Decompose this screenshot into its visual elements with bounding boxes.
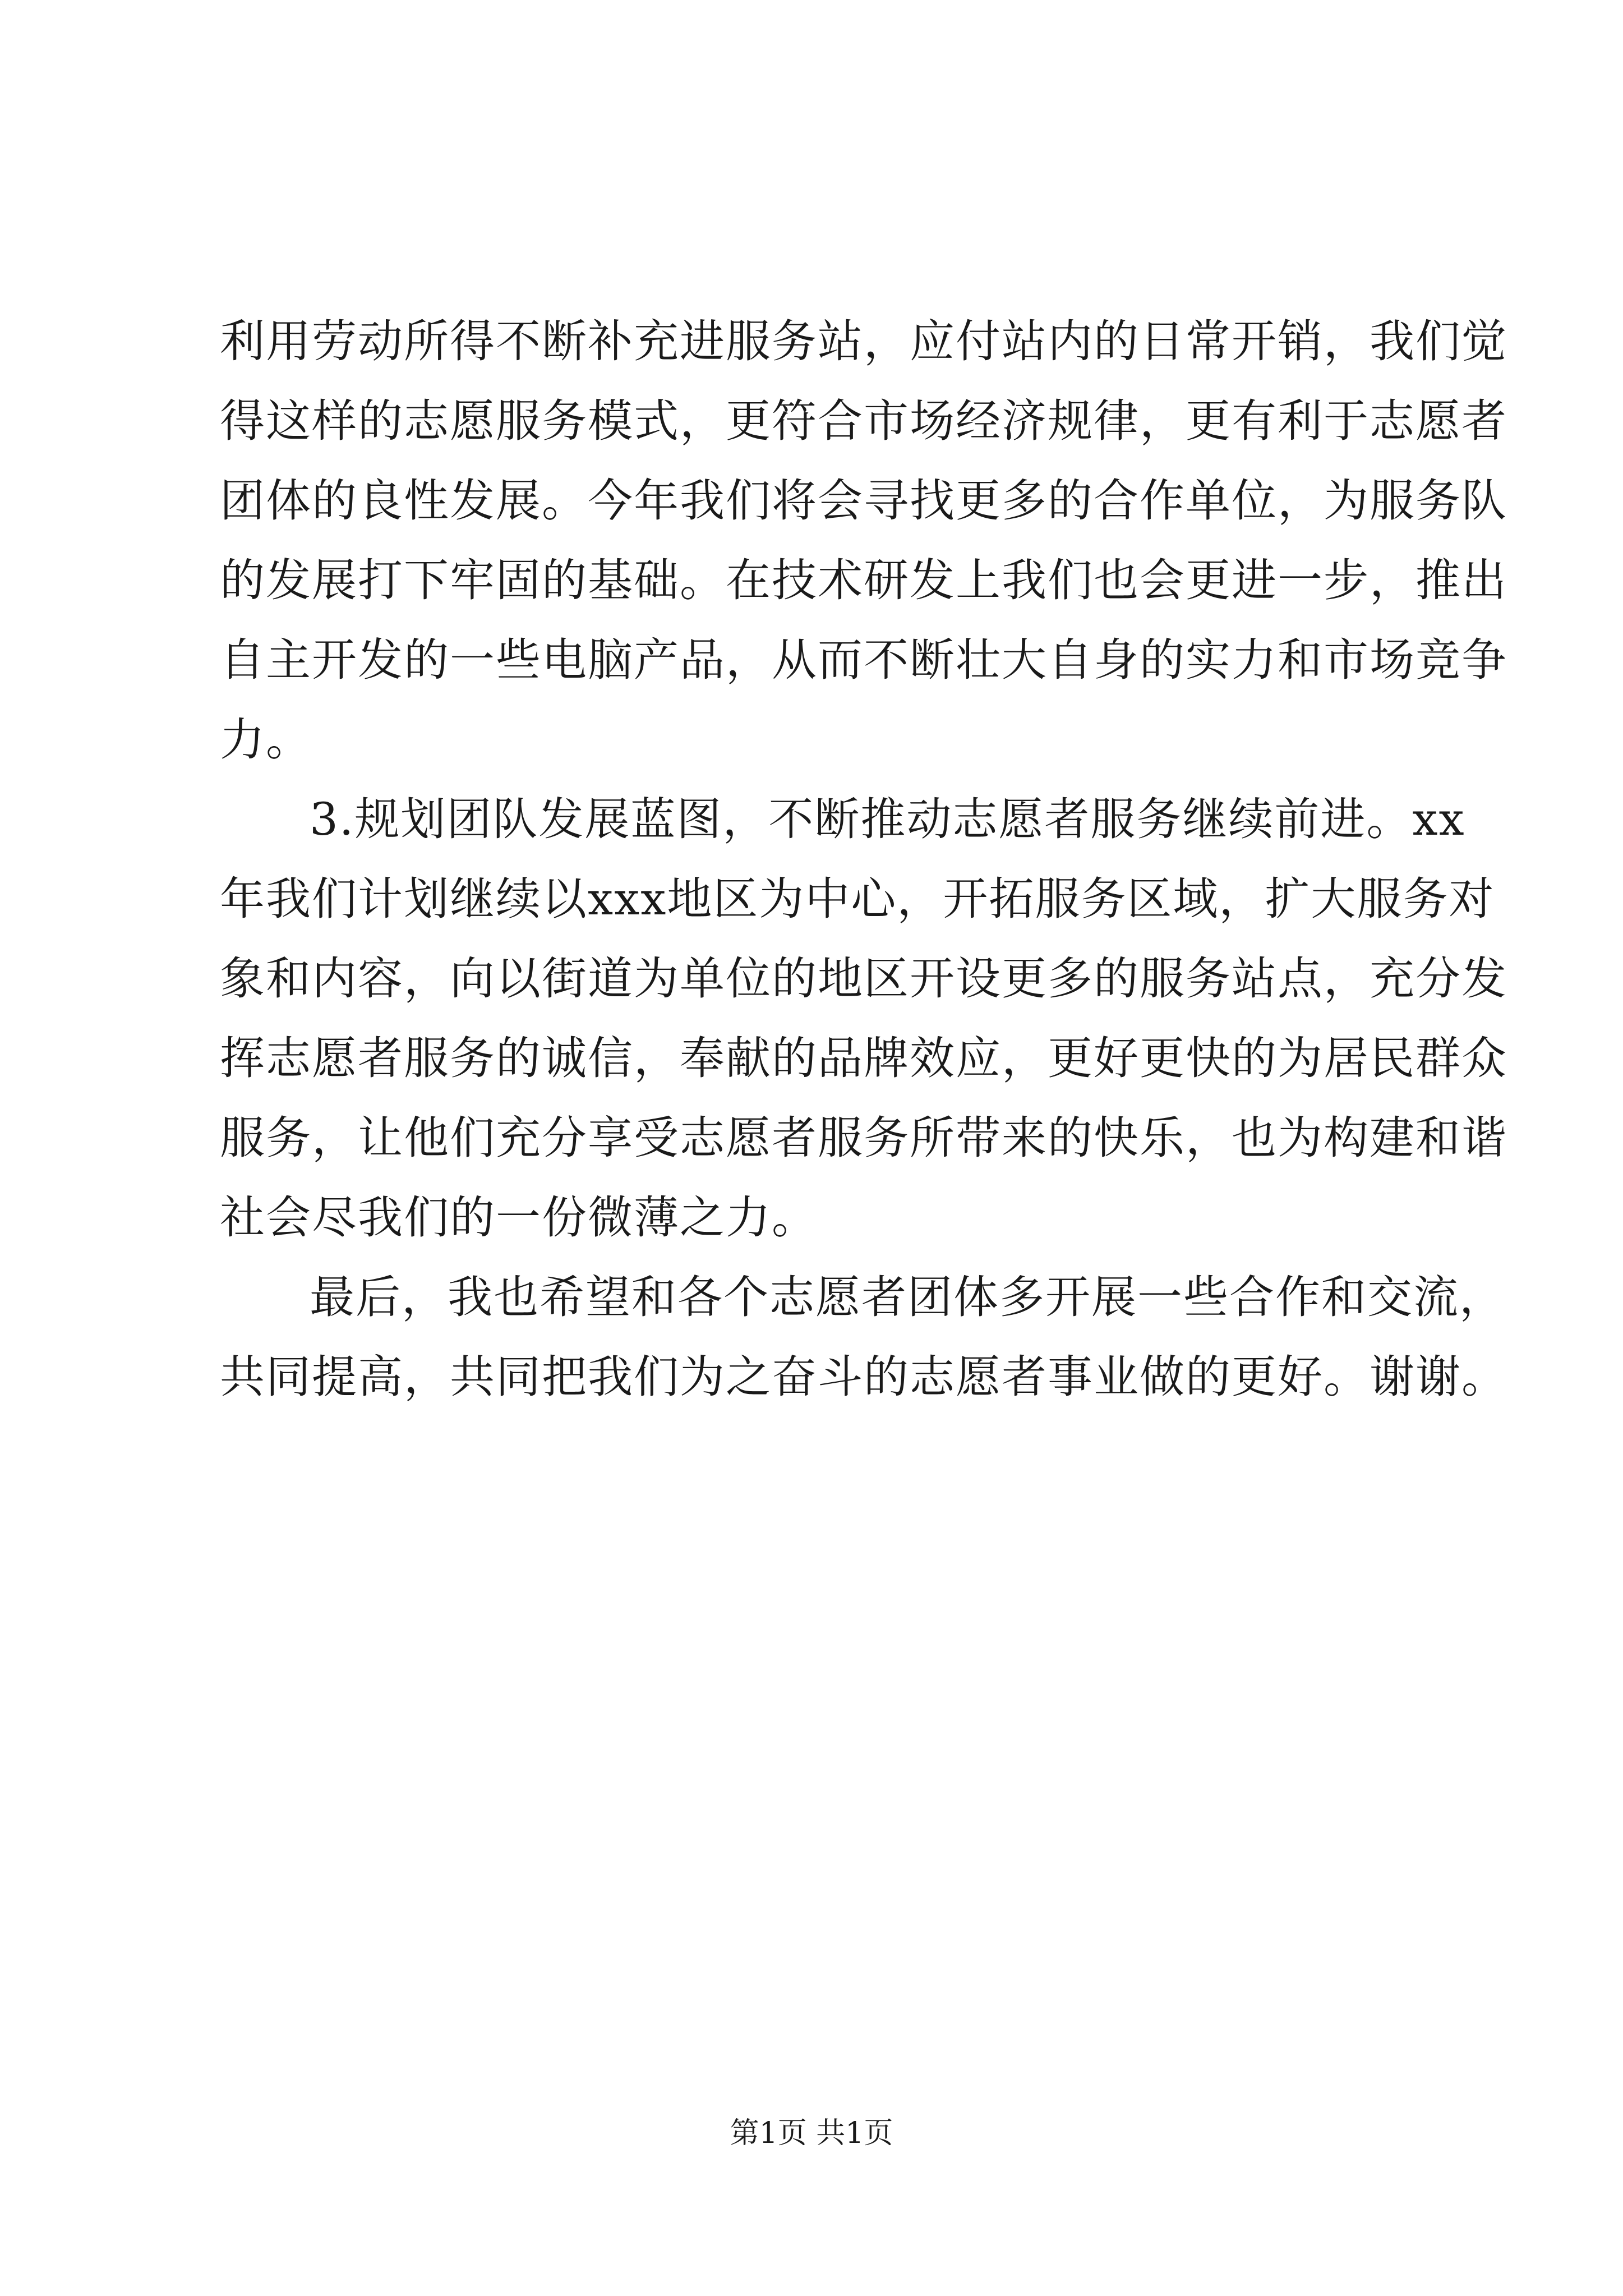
body-line: 服务，让他们充分享受志愿者服务所带来的快乐，也为构建和谐 (220, 1112, 1507, 1164)
body-line: 力。 (220, 714, 312, 766)
body-line: 共同提高，共同把我们为之奋斗的志愿者事业做的更好。谢谢。 (220, 1351, 1507, 1403)
body-line: 挥志愿者服务的诚信，奉献的品牌效应，更好更快的为居民群众 (220, 1032, 1507, 1084)
page-number-footer: 第1页 共1页 (730, 2116, 893, 2150)
document-body (220, 302, 1507, 1417)
body-line: 的发展打下牢固的基础。在技术研发上我们也会更进一步，推出 (220, 554, 1507, 606)
body-line: 自主开发的一些电脑产品，从而不断壮大自身的实力和市场竞争 (220, 634, 1507, 686)
body-line: 年我们计划继续以xxx地区为中心，开拓服务区域，扩大服务对 (220, 873, 1495, 925)
paragraph-start-line: 最后，我也希望和各个志愿者团体多开展一些合作和交流， (310, 1271, 1505, 1323)
body-line: 团体的良性发展。今年我们将会寻找更多的合作单位，为服务队 (220, 475, 1507, 527)
paragraph-start-line: 3.规划团队发展蓝图，不断推动志愿者服务继续前进。xx (310, 793, 1465, 845)
body-line: 得这样的志愿服务模式，更符合市场经济规律，更有利于志愿者 (220, 395, 1507, 447)
body-line: 利用劳动所得不断补充进服务站，应付站内的日常开销，我们觉 (220, 315, 1507, 367)
body-line: 象和内容，向以街道为单位的地区开设更多的服务站点，充分发 (220, 953, 1507, 1005)
body-line: 社会尽我们的一份微薄之力。 (220, 1191, 818, 1244)
